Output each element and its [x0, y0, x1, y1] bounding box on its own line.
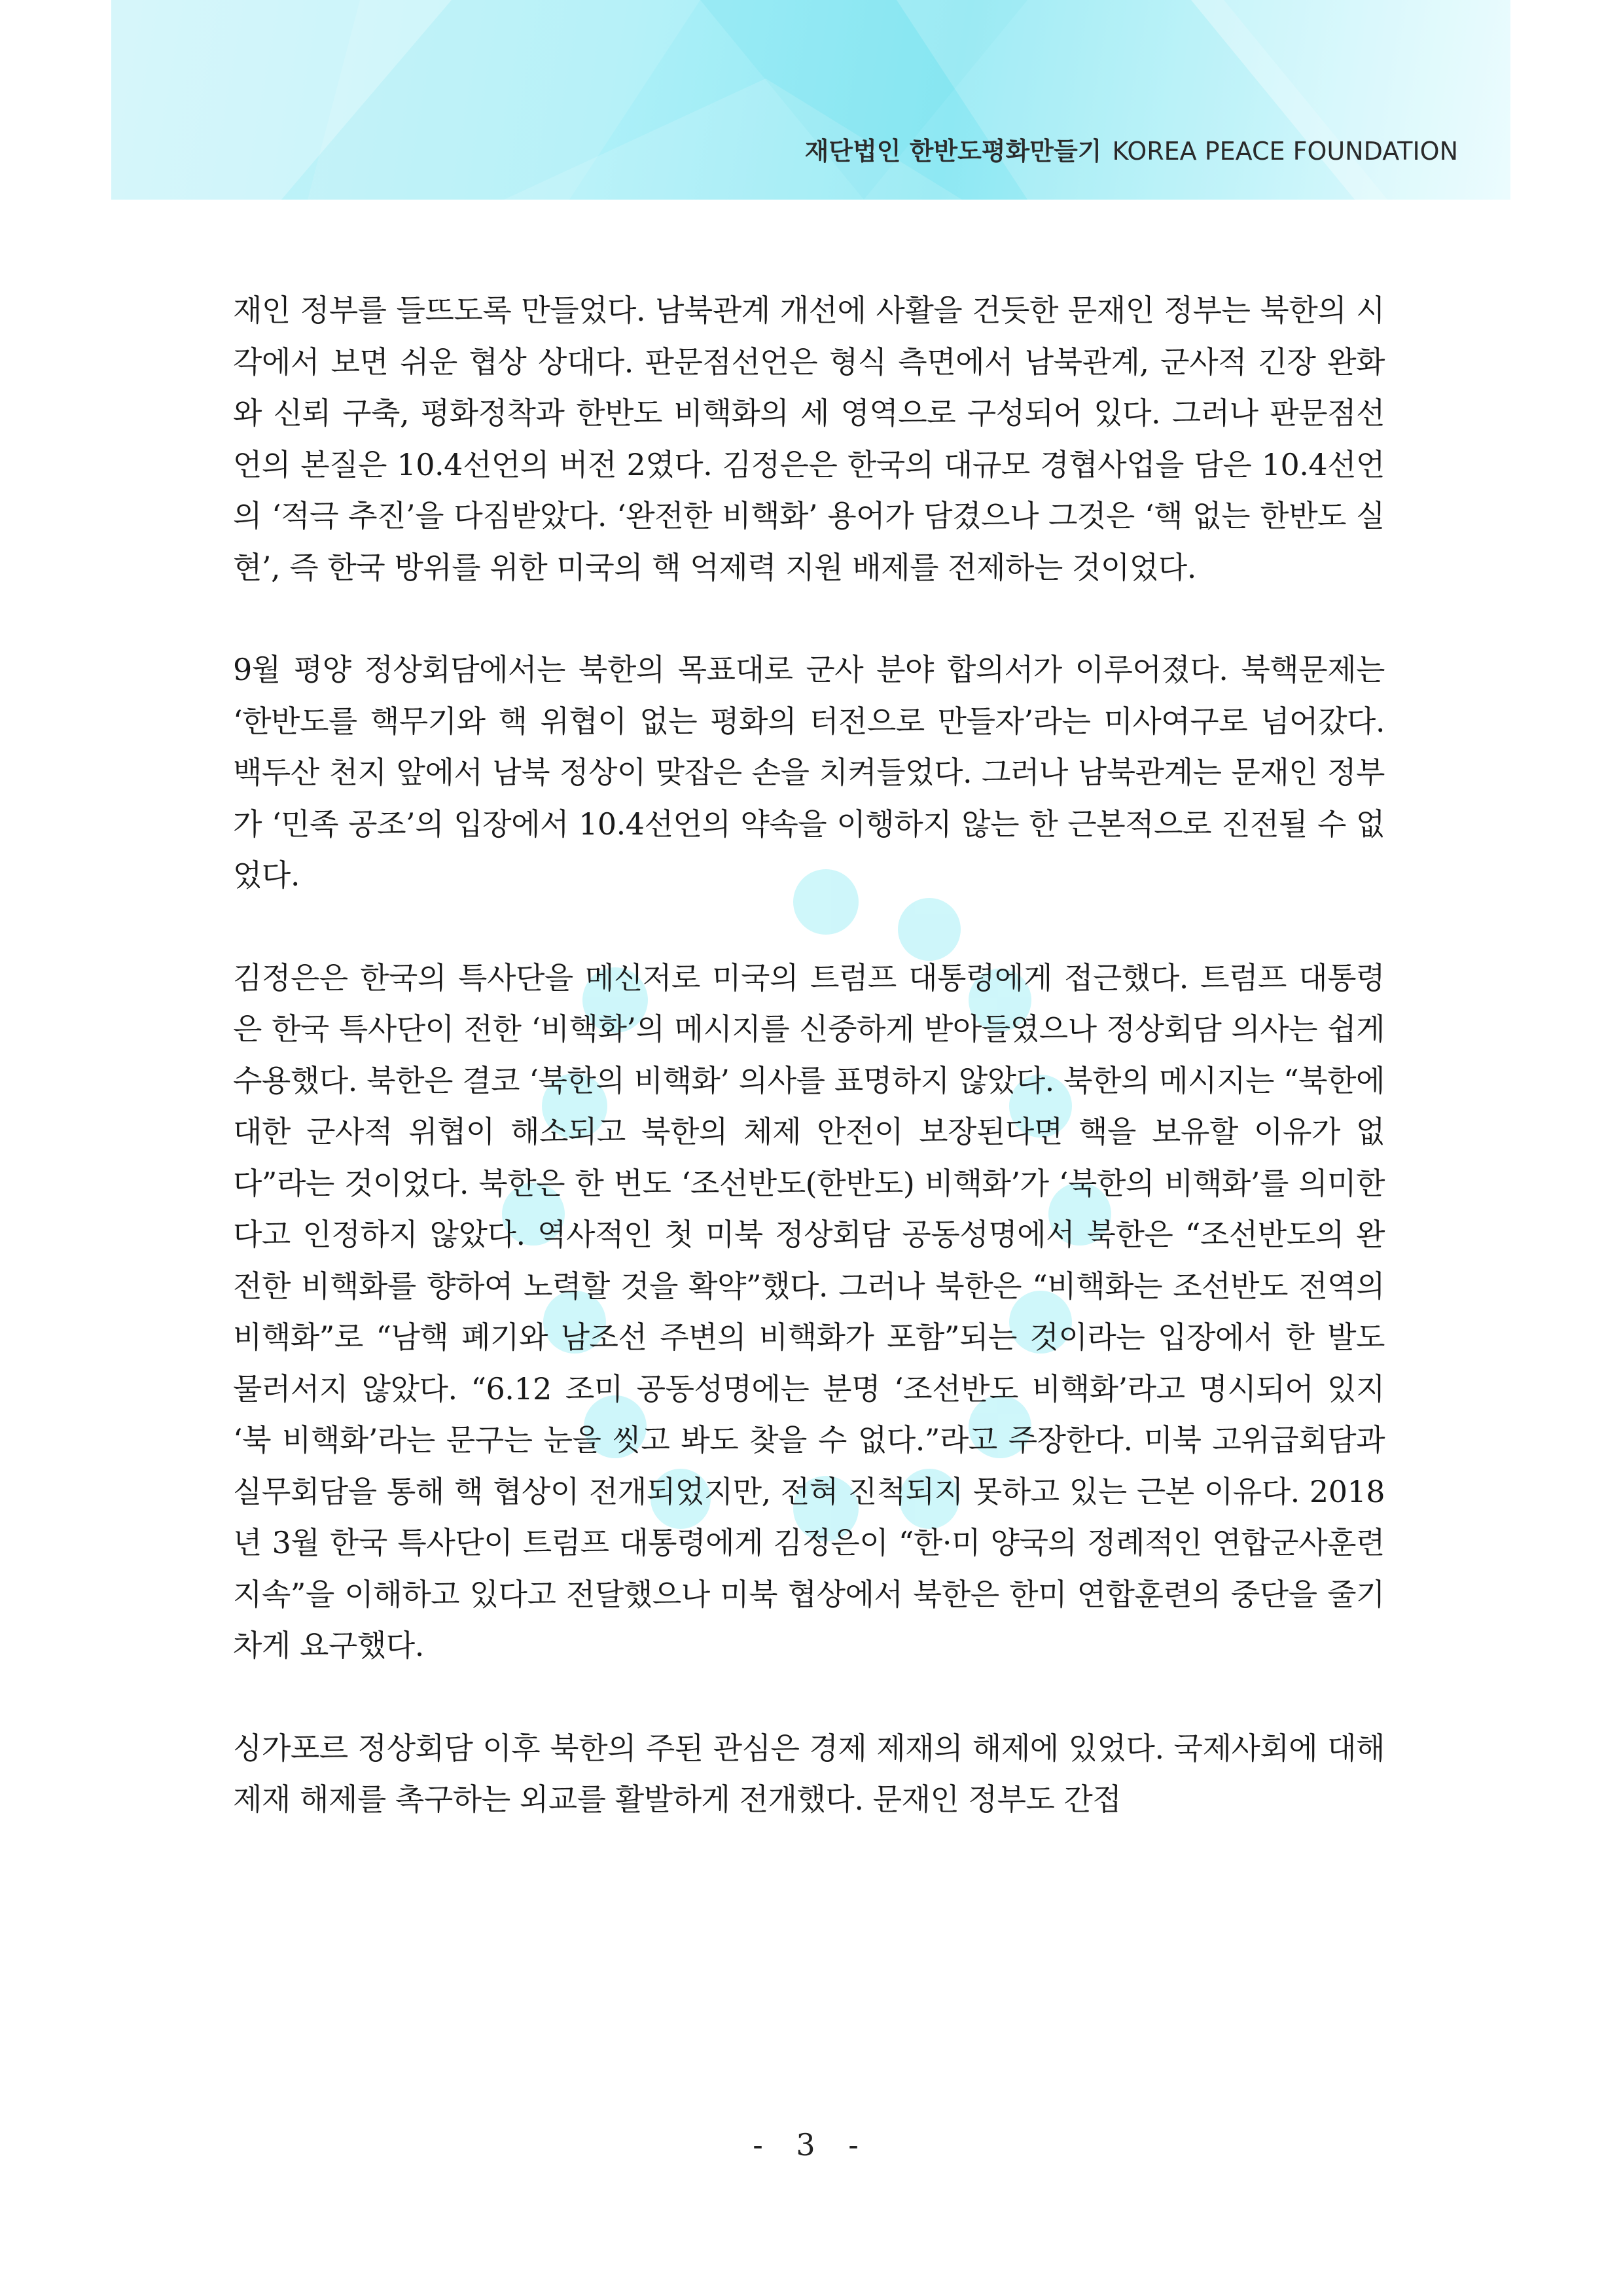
organization-name-english: KOREA PEACE FOUNDATION — [1112, 137, 1458, 166]
document-body — [233, 285, 1385, 1876]
organization-name-korean: 재단법인 한반도평화만들기 — [804, 137, 1102, 166]
body-paragraph: 재인 정부를 들뜨도록 만들었다. 남북관계 개선에 사활을 건듯한 문재인 정부는 북한의 시각에서 보면 쉬운 협상 상대다. 판문점선언은 형식 측면에서 남북관계, 군사적 긴장 완화와 신뢰 구축, 평화정착과 한반도 비핵화의 세 영역으로 구성되어 있다. 그러나 판문점선언의 본질은 10.4선언의 버전 2였다. 김정은은 한국의 대규모 경협사업을 담은 10.4선언의 ‘적극 추진’을 다짐받았다. ‘완전한 비핵화’ 용어가 담겼으나 그것은 ‘핵 없는 한반도 실현’, 즉 한국 방위를 위한 미국의 핵 억제력 지원 배제를 전제하는 것이었다. — [233, 293, 1385, 585]
body-paragraph: 싱가포르 정상회담 이후 북한의 주된 관심은 경제 제재의 해제에 있었다. 국제사회에 대해 제재 해제를 촉구하는 외교를 활발하게 전개했다. 문재인 정부도 간접 — [233, 1730, 1385, 1817]
body-paragraph: 9월 평양 정상회담에서는 북한의 목표대로 군사 분야 합의서가 이루어졌다. 북핵문제는 ‘한반도를 핵무기와 핵 위협이 없는 평화의 터전으로 만들자’라는 미사여구로 넘어갔다. 백두산 천지 앞에서 남북 정상이 맞잡은 손을 치켜들었다. 그러나 남북관계는 문재인 정부가 ‘민족 공조’의 입장에서 10.4선언의 약속을 이행하지 않는 한 근본적으로 진전될 수 없었다. — [233, 652, 1385, 893]
page-number: - 3 - — [753, 2127, 870, 2162]
body-paragraph: 김정은은 한국의 특사단을 메신저로 미국의 트럼프 대통령에게 접근했다. 트럼프 대통령은 한국 특사단이 전한 ‘비핵화’의 메시지를 신중하게 받아들였으나 정상회담 의사는 쉽게 수용했다. 북한은 결코 ‘북한의 비핵화’ 의사를 표명하지 않았다. 북한의 메시지는 “북한에 대한 군사적 위협이 해소되고 북한의 체제 안전이 보장된다면 핵을 보유할 이유가 없다”라는 것이었다. 북한은 한 번도 ‘조선반도(한반도) 비핵화’가 ‘북한의 비핵화’를 의미한다고 인정하지 않았다. 역사적인 첫 미북 정상회담 공동성명에서 북한은 “조선반도의 완전한 비핵화를 향하여 노력할 것을 확약”했다. 그러나 북한은 “비핵화는 조선반도 전역의 비핵화”로 “남핵 폐기와 남조선 주변의 비핵화가 포함”되는 것이라는 입장에서 한 발도 물러서지 않았다. “6.12 조미 공동성명에는 분명 ‘조선반도 비핵화’라고 명시되어 있지 ‘북 비핵화’라는 문구는 눈을 씻고 봐도 찾을 수 없다.”라고 주장한다. 미북 고위급회담과 실무회담을 통해 핵 협상이 전개되었지만, 전혀 진척되지 못하고 있는 근본 이유다. 2018년 3월 한국 특사단이 트럼프 대통령에게 김정은이 “한·미 양국의 정례적인 연합군사훈련 지속”을 이해하고 있다고 전달했으나 미북 협상에서 북한은 한미 연합훈련의 중단을 줄기차게 요구했다. — [233, 960, 1385, 1663]
